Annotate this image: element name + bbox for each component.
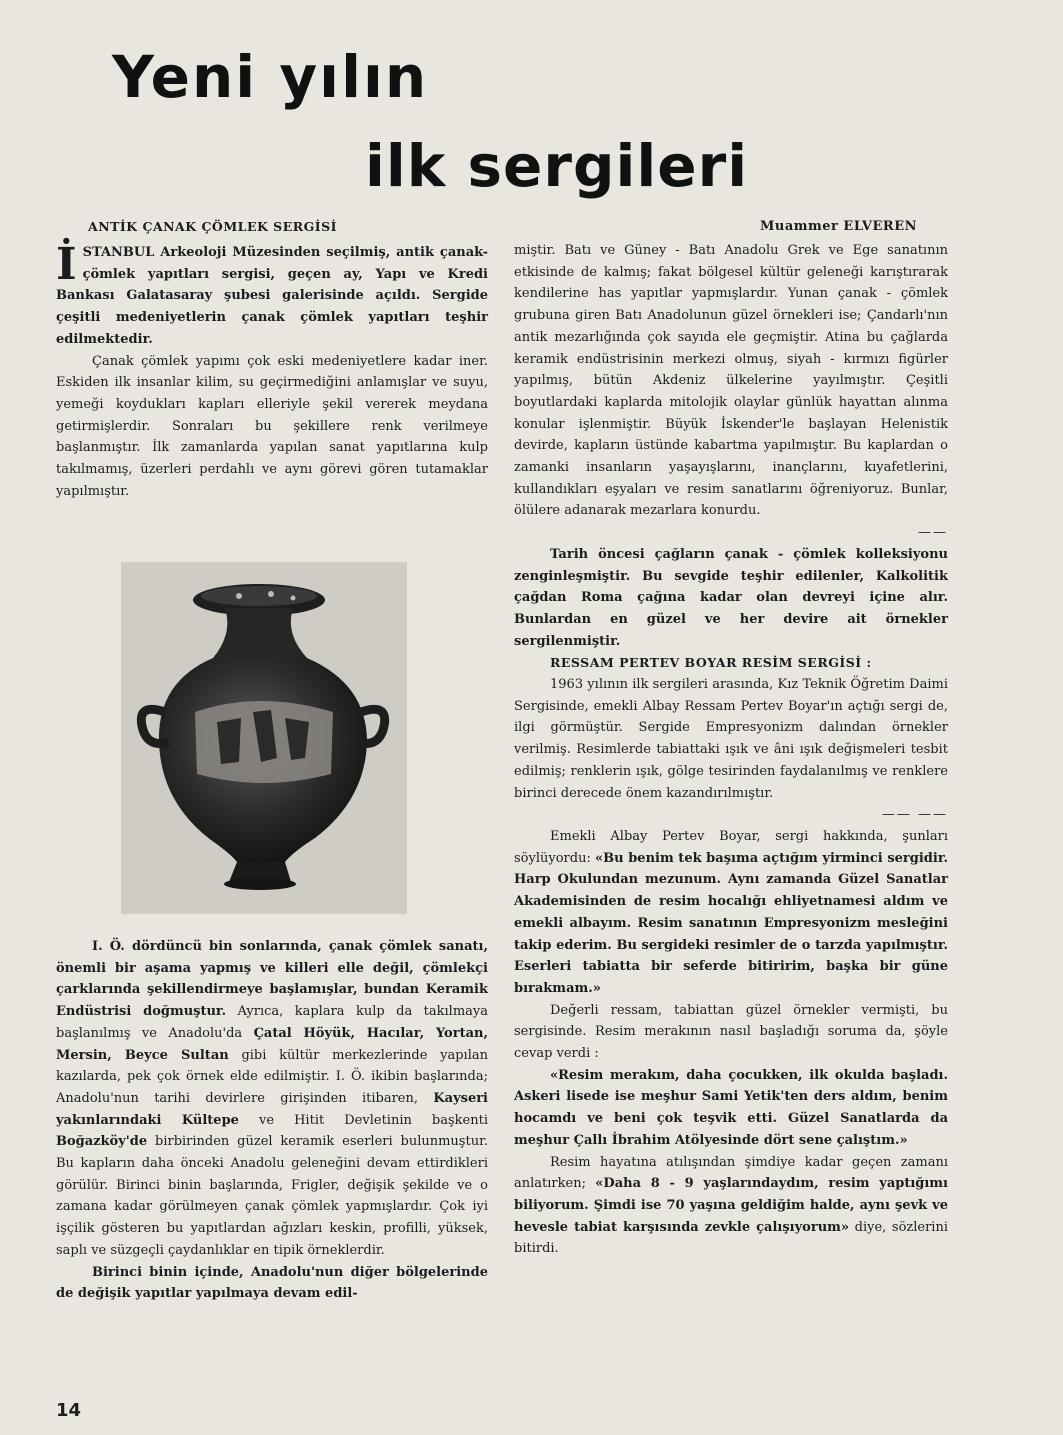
paragraph-text: Resim hayatına atılışından şimdiye kadar geçen zamanı anlatırken;	[514, 1154, 948, 1192]
paragraph-text: Ayrıca, kaplara kulp da takılmaya başlanılmış ve Anadolu'da	[56, 1004, 489, 1041]
left-column-bottom	[56, 936, 488, 1305]
bold-places: Çatal Höyük, Hacılar, Yortan, Mersin, Beyce Sultan	[56, 1025, 488, 1063]
paragraph-text: Emekli Albay Pertev Boyar, sergi hakkında, şunları söylüyordu:	[514, 828, 948, 866]
paragraph: 1963 yılının ilk sergileri arasında, Kız Teknik Öğretim Daimi Sergisinde, emekli Albay Ressam Pertev Boyar'ın açtığı sergi de, ilgi görmüştür. Sergide Empresyonizm dalından örnekler verilmiş. Resimlerde tabiattaki ışık ve âni ışık değişmeleri tesbit edilmiş; renklerin ışık, gölge tesirinden faydalanılmış ve renklere birinci derecede önem kazandırılmıştır.	[514, 677, 948, 801]
paragraph-text: diye, sözlerini bitirdi.	[514, 1219, 948, 1257]
drop-cap: İ	[56, 239, 77, 290]
amphora-photo	[121, 562, 407, 914]
intro-paragraph: STANBUL Arkeoloji Müzesinden seçilmiş, antik çanak-çömlek yapıtları sergisi, geçen ay, Yapı ve Kredi Bankası Galatasaray şubesi galerisinde açıldı. Sergide çeşitli medeniyetlerin çanak çömlek yapıtları teşhir edilmektedir.	[56, 245, 488, 347]
bleed-through-shadow	[963, 40, 1063, 140]
page-title-line2: ilk sergileri	[365, 132, 749, 200]
paragraph: Tarih öncesi çağların çanak - çömlek kolleksiyonu zenginleşmiştir. Bu sevgide teşhir edilenler, Kalkolitik çağdan Roma çağına kadar olan devreyi içine alır. Bunlardan en güzel ve her devire ait örnekler sergilenmiştir.	[514, 546, 948, 649]
paragraph-text: birbirinden güzel keramik eserleri bulunmuştur. Bu kapların daha önceki Anadolu geleneğini devam ettirdikleri görülür. Birinci binin başlarında, Frigler, değişik şekilde ve o zamana kadar görülmeyen çanak çömlek yapmışlardır. Çok iyi işçilik gösteren bu yapıtlardan ağızları keskin, profilli, yüksek, saplı ve süzgeçli çaydanlıklar en tipik örneklerdir.	[56, 1134, 488, 1258]
page-number: 14	[56, 1400, 82, 1421]
separator-dash: —— ——	[881, 807, 948, 823]
left-column-top	[56, 239, 488, 502]
paragraph-text: ve Hitit Devletinin başkenti	[238, 1112, 488, 1128]
bold-text: I. Ö. dördüncü bin sonlarında, çanak çömlek sanatı, önemli bir aşama yapmış ve killeri elle değil, çömlekçi çarklarında şekillendirmeye başlamışlar, bundan Keramik Endüstrisi doğmuştur.	[56, 939, 488, 1020]
right-column	[514, 240, 948, 1260]
amphora-image	[121, 562, 407, 914]
bold-kultepe: Kültepe	[181, 1112, 239, 1128]
paragraph: Çanak çömlek yapımı çok eski medeniyetlere kadar iner. Eskiden ilk insanlar kilim, su geçirmediğini anlamışlar ve suyu, yemeği koydukları kapları elleriyle şekil vererek meydana getirmişlerdir. Sonraları bu şekillere renk verilmeye başlanmıştır. İlk zamanlarda yapılan sanat yapıtlarına kulp takılmamış, üzerleri perdahlı ve aynı görevi gören tutamaklar yapılmıştır.	[56, 353, 488, 499]
paragraph: Birinci binin içinde, Anadolu'nun diğer bölgelerinde de değişik yapıtlar yapılmaya devam edil-	[56, 1264, 488, 1302]
section-title-painting: RESSAM PERTEV BOYAR RESİM SERGİSİ :	[550, 655, 872, 671]
paragraph: miştir. Batı ve Güney - Batı Anadolu Grek ve Ege sanatının etkisinde de kalmış; fakat bölgesel kültür geleneği karıştırarak kendilerine has yapıtlar yapmışlardır. Yunan çanak - çömlek grubuna giren Batı Anadolunun güzel örnekleri ise; Çandarlı'nın antik mezarlığında çok sayıda ele geçmiştir. Atina bu çağlarda keramik endüstrisinin merkezi olmuş, siyah - kırmızı figürler yapılmış, bütün Akdeniz ülkelerine yayılmıştır. Çeşitli boyutlardaki kaplarda mitolojik olaylar günlük hayattan alınma konular işlenmiştir. Büyük İskender'le başlayan Helenistik devirde, kapların üstünde kabartma yapılmıştır. Bu kaplardan o zamanki insanların yaşayışlarını, inançlarını, kıyafetlerini, kullandıkları eşyaları ve resim sanatlarını öğreniyoruz. Bunlar, ölülere adanarak mezarlara konurdu.	[514, 243, 948, 519]
page-title-line1: Yeni yılın	[112, 43, 429, 111]
quote-text: «Daha 8 - 9 yaşlarındaydım, resim yaptığımı biliyorum. Şimdi ise 70 yaşına geldiğim halde, aynı şevk ve hevesle tabiat karşısında zevkle çalışıyorum»	[514, 1176, 948, 1235]
bold-bogazkoy: Boğazköy'de	[56, 1134, 148, 1150]
paragraph: Değerli ressam, tabiattan güzel örnekler vermişti, bu sergisinde. Resim merakının nasıl başladığı soruma da, şöyle cevap verdi :	[514, 1002, 948, 1062]
bold-kayseri: Kayseri yakınlarındaki	[56, 1090, 488, 1128]
quote-text: «Bu benim tek başıma açtığım yirminci sergidir. Harp Okulundan mezunum. Aynı zamanda Güzel Sanatlar Akademisinden de resim hocalığı ehliyetnamesi aldım ve emekli albayım. Resim sanatının Empresyonizm mesleğini takip ederim. Bu sergideki resimler de o tarzda yapılmıştır. Eserleri tabiatta bir seferde bitiririm, başka bir güne bırakmam.»	[514, 850, 949, 996]
paragraph-text: gibi kültür merkezlerinde yapılan kazılarda, pek çok örnek elde edilmiştir. I. Ö. ikibin başlarında; Anadolu'nun tarihi devirlere girişinden itibaren,	[56, 1047, 488, 1106]
section-title-ceramics: ANTİK ÇANAK ÇÖMLEK SERGİSİ	[88, 219, 338, 234]
separator-dash: ——	[918, 525, 948, 541]
quote-paragraph: «Resim merakım, daha çocukken, ilk okulda başladı. Askeri lisede ise meşhur Sami Yetik'ten ders aldım, benim hocamdı ve beni çok teşvik etti. Güzel Sanatlarda da meşhur Çallı İbrahim Atölyesinde dört sene çalıştım.»	[514, 1067, 948, 1148]
author-name: Muammer ELVEREN	[760, 219, 918, 234]
